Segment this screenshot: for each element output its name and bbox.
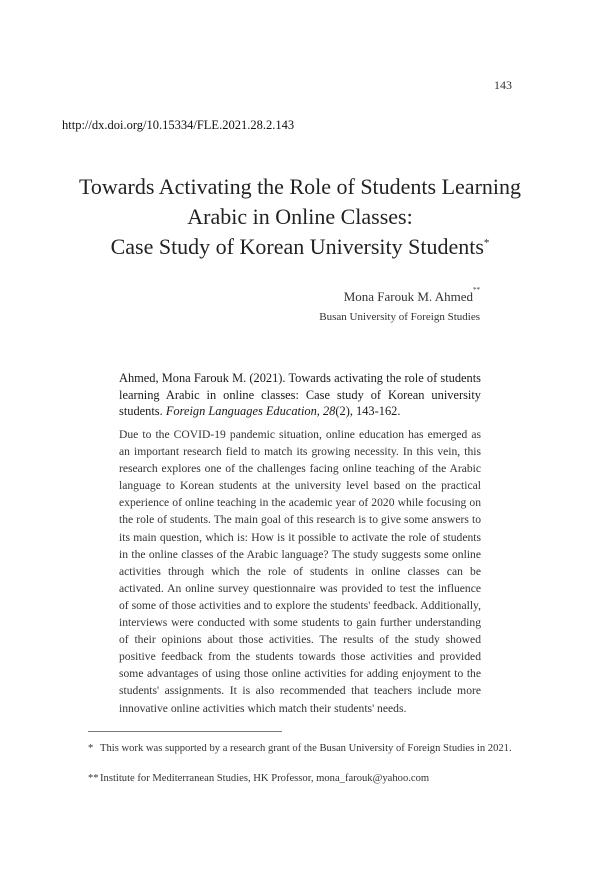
doi-link[interactable]: http://dx.doi.org/10.15334/FLE.2021.28.2.143 (62, 118, 295, 132)
title-line-3-text: Case Study of Korean University Students (110, 234, 484, 259)
title-line-3 (60, 232, 540, 262)
footnote-divider (88, 731, 282, 732)
footnote-2-mark: ** (88, 773, 99, 784)
footnote-2 (88, 771, 512, 786)
title-line-1: Towards Activating the Role of Students Learning (78, 174, 522, 199)
footnote-1-mark: * (88, 743, 94, 754)
footnote-2-text: Institute for Mediterranean Studies, HK Professor, mona_farouk@yahoo.com (100, 773, 430, 784)
citation (119, 370, 481, 420)
page-number: 143 (494, 78, 512, 92)
citation-prefix: Ahmed, Mona Farouk M. (2021). Towards activating the role of students learning Arabic in online classes: Case study of Korean university students. (119, 371, 481, 418)
author-name (343, 286, 480, 305)
footnote-1 (88, 741, 512, 756)
paper-title (60, 172, 540, 262)
abstract: Due to the COVID-19 pandemic situation, online education has emerged as an important research field to match its growing necessity. In this vein, this research explores one of the challenges facing online teaching of the Arabic language to Korean students at the university level based on the practical experience of online teaching in the academic year of 2020 while focusing on the role of students. The main goal of this research is to give some answers to its main question, which is: How is it possible to activate the role of students in the online classes of the Arabic language? The study suggests some online activities through which the role of students in online classes can be activated. An online survey questionnaire was provided to test the influence of some of those activities and to explore the students' feedback. Additionally, interviews were conducted with some students to gain further understanding of their opinions about those activities. The results of the study showed positive feedback from the students towards those activities and provided some advantages of using those online activities for adding enjoyment to the students' assignments. It is also recommended that teachers include more innovative online activities which match their students' needs. (119, 428, 481, 715)
title-footnote-mark: * (483, 237, 490, 249)
footnote-1-text: This work was supported by a research grant of the Busan University of Foreign Studies in 2021. (100, 743, 512, 754)
citation-suffix: (2), 143-162. (335, 404, 401, 418)
author-affiliation: Busan University of Foreign Studies (319, 311, 480, 323)
citation-journal: Foreign Languages Education, 28 (165, 404, 336, 418)
title-line-2: Arabic in Online Classes: (187, 204, 413, 229)
author-footnote-mark: ** (473, 286, 480, 294)
author-name-text: Mona Farouk M. Ahmed (343, 289, 473, 304)
